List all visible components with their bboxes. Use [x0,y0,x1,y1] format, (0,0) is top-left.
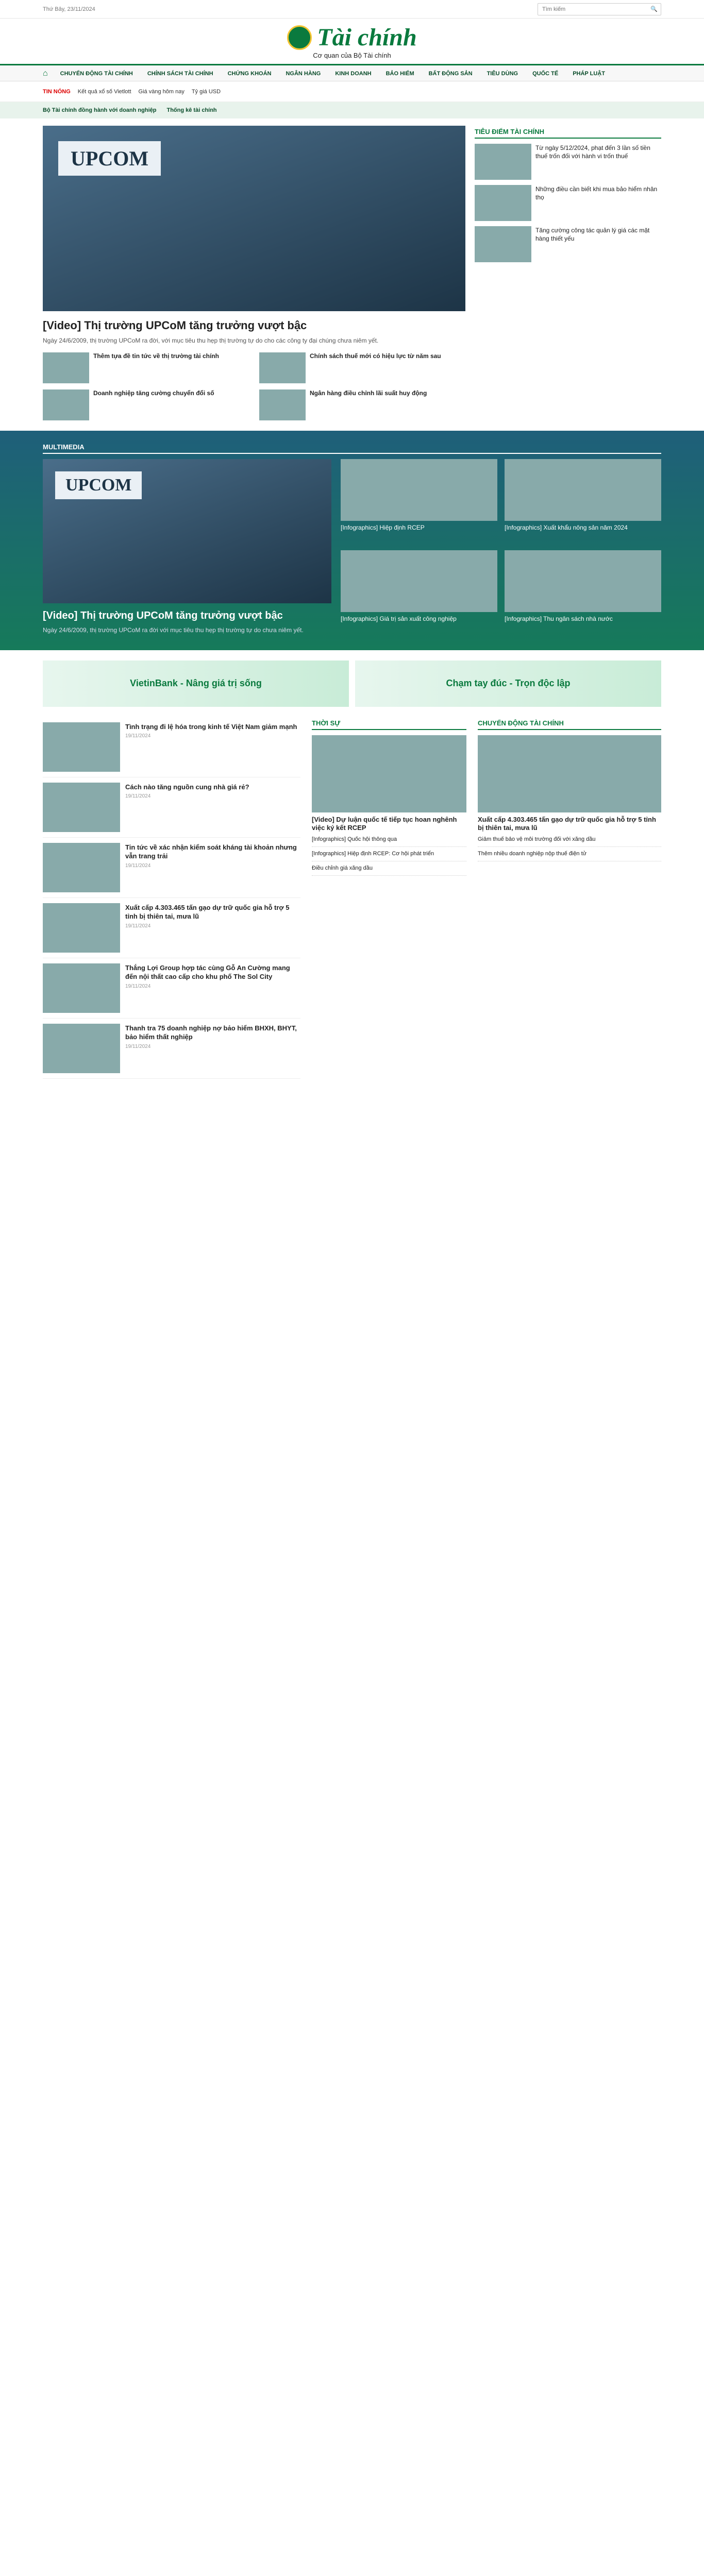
article-item[interactable]: Cách nào tăng nguồn cung nhà giá rẻ? 19/11/2024 [43,777,300,838]
list-item[interactable]: [Infographics] Quốc hội thông qua [312,833,466,847]
nav-item[interactable]: KINH DOANH [335,70,372,77]
article-item[interactable]: Tình trạng đi lệ hóa trong kinh tế Việt Nam giảm mạnh 19/11/2024 [43,717,300,777]
thumbnail[interactable] [341,459,497,521]
nav-item[interactable]: BẤT ĐỘNG SẢN [428,70,473,77]
list-item[interactable]: Thêm tựa đề tin tức về thị trường tài chính [43,352,249,383]
ticker-item[interactable]: Kết quả xổ số Vietlott [77,88,131,95]
search-input[interactable] [541,6,650,13]
focus-sidebar [475,126,661,420]
list-item[interactable]: Doanh nghiệp tăng cường chuyển đổi số [43,389,249,420]
right-lead[interactable]: Xuất cấp 4.303.465 tấn gạo dự trữ quốc gia hỗ trợ 5 tỉnh bị thiên tai, mưa lũ [478,735,661,833]
nav-item[interactable]: NGÂN HÀNG [286,70,321,77]
lead-title[interactable]: [Video] Thị trường UPCoM tăng trưởng vượt bậc [43,319,307,332]
main-column [43,717,300,1079]
home-icon[interactable]: ⌂ [43,69,48,78]
multimedia-card[interactable]: [Infographics] Xuất khẩu nông sản năm 2024 [505,459,661,544]
lead-sapo: Ngày 24/6/2009, thị trường UPCoM ra đời, với mục tiêu thu hẹp thị trường tự do cho các công ty đại chúng chưa niêm yết. [43,336,379,344]
thumbnail[interactable] [43,722,120,772]
list-item[interactable]: Chính sách thuế mới có hiệu lực từ năm sau [259,352,465,383]
section-title[interactable]: TIÊU ĐIỂM TÀI CHÍNH [475,126,661,139]
site-logo[interactable] [287,23,416,52]
ticker-label: TIN NÓNG [43,88,71,95]
thumbnail[interactable] [43,389,89,420]
thumbnail[interactable] [475,226,531,262]
article-item[interactable]: Thanh tra 75 doanh nghiệp nợ bảo hiểm BHXH, BHYT, bảo hiểm thất nghiệp 19/11/2024 [43,1019,300,1079]
thumbnail[interactable] [475,185,531,221]
search-box[interactable] [538,3,661,15]
thumbnail[interactable] [478,735,661,812]
thumbnail[interactable] [43,903,120,953]
section-title[interactable]: CHUYỂN ĐỘNG TÀI CHÍNH [478,717,661,730]
thumbnail[interactable] [43,843,120,892]
lead-image[interactable]: UPCOM [43,126,465,311]
thumbnail[interactable] [43,352,89,383]
list-item[interactable]: Thêm nhiều doanh nghiệp nộp thuế điện tử [478,847,661,861]
ad-banner [43,660,661,707]
ad-left[interactable]: VietinBank - Nâng giá trị sống [43,660,349,707]
thumbnail[interactable] [259,352,306,383]
nav-item[interactable]: BẢO HIỂM [385,70,414,77]
list-item[interactable]: Từ ngày 5/12/2024, phạt đến 3 lần số tiền thuế trốn đối với hành vi trốn thuế [475,144,661,180]
article-item[interactable]: Xuất cấp 4.303.465 tấn gạo dự trữ quốc gia hỗ trợ 5 tỉnh bị thiên tai, mưa lũ 19/11/2024 [43,898,300,958]
thumbnail[interactable] [259,389,306,420]
list-item[interactable]: [Infographics] Hiệp định RCEP: Cơ hội phát triển [312,847,466,861]
thumbnail[interactable] [505,459,661,521]
list-item[interactable]: Điều chỉnh giá xăng dầu [312,861,466,876]
multimedia-image[interactable]: UPCOM [43,459,331,603]
hot-news-ticker [0,81,704,102]
nav-item[interactable]: CHUYỂN ĐỘNG TÀI CHÍNH [60,70,133,77]
sub-bar [0,102,704,118]
sub-news-grid [43,352,465,420]
thumbnail[interactable] [505,550,661,612]
thumbnail[interactable] [341,550,497,612]
nav-item[interactable]: CHỨNG KHOÁN [227,70,272,77]
section-title[interactable]: MULTIMEDIA [43,441,661,454]
thumbnail[interactable] [43,783,120,832]
nav-item[interactable]: QUỐC TẾ [532,70,559,77]
multimedia-card[interactable]: [Infographics] Giá trị sản xuất công nghiệp [341,550,497,635]
top-news-section [0,118,704,420]
multimedia-section [0,431,704,650]
logo-text: Tài chính [317,24,417,51]
thumbnail[interactable] [43,1024,120,1073]
multimedia-lead[interactable] [43,459,331,635]
thumbnail[interactable] [475,144,531,180]
multimedia-card[interactable]: [Infographics] Thu ngân sách nhà nước [505,550,661,635]
top-bar [0,0,704,19]
logo-seal-icon [287,25,312,50]
list-item[interactable]: Tăng cường công tác quản lý giá các mặt hàng thiết yếu [475,226,661,262]
list-item[interactable]: Những điều cần biết khi mua bảo hiểm nhân thọ [475,185,661,221]
ticker-item[interactable]: Tỷ giá USD [191,88,221,95]
thumbnail[interactable] [43,963,120,1013]
subbar-link[interactable]: Bộ Tài chính đồng hành với doanh nghiệp [43,107,157,113]
subbar-link[interactable]: Thống kê tài chính [166,107,217,113]
right-column [478,717,661,1079]
list-item[interactable]: Ngân hàng điều chỉnh lãi suất huy động [259,389,465,420]
ad-right[interactable]: Chạm tay đúc - Trọn độc lập [355,660,661,707]
thumbnail[interactable] [312,735,466,812]
nav-item[interactable]: CHÍNH SÁCH TÀI CHÍNH [147,70,213,77]
article-item[interactable]: Tin tức về xác nhận kiểm soát kháng tài khoản nhưng vẫn trang trải 19/11/2024 [43,838,300,898]
multimedia-sapo: Ngày 24/6/2009, thị trường UPCoM ra đời với mục tiêu thu hẹp thị trường tự do chưa niêm yết. [43,626,304,634]
ticker-item[interactable]: Giá vàng hôm nay [138,88,185,95]
section-title[interactable]: THỜI SỰ [312,717,466,730]
multimedia-title[interactable]: [Video] Thị trường UPCoM tăng trưởng vượt bậc [43,609,283,621]
site-header [0,19,704,64]
main-nav [0,64,704,81]
nav-item[interactable]: TIÊU DÙNG [487,70,518,77]
lead-article[interactable] [43,126,465,420]
current-date: Thứ Bảy, 23/11/2024 [43,6,95,12]
list-item[interactable]: Giảm thuế bảo vệ môi trường đối với xăng dầu [478,833,661,847]
multimedia-card[interactable]: [Infographics] Hiệp định RCEP [341,459,497,544]
article-item[interactable]: Thắng Lợi Group hợp tác cùng Gỗ An Cường mang đến nội thất cao cấp cho khu phố The Sol City 19/11/2024 [43,958,300,1019]
mid-lead[interactable]: [Video] Dự luận quốc tế tiếp tục hoan nghênh việc ký kết RCEP [312,735,466,833]
logo-tagline: Cơ quan của Bộ Tài chính [313,52,391,59]
nav-item[interactable]: PHÁP LUẬT [573,70,605,77]
middle-column [312,717,466,1079]
search-icon[interactable]: 🔍 [650,6,658,12]
